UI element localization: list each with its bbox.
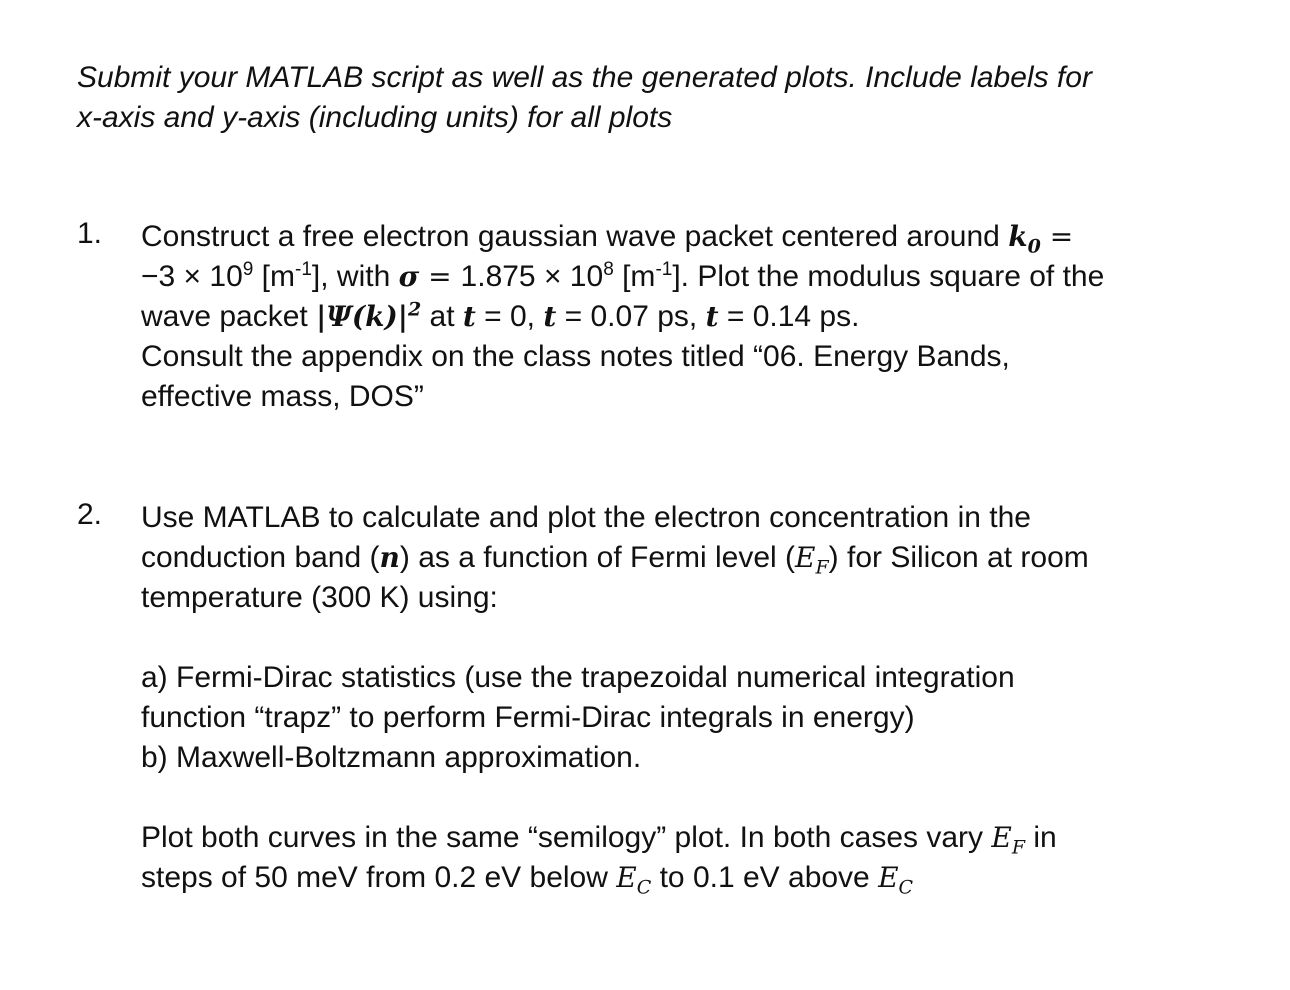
problem-1-line-1: Construct a free electron gaussian wave packet centered around $k_0$ = [141,220,1074,258]
conduction-band-edge-symbol: $E_C$ [878,861,914,899]
problem-2-line-3: temperature (300 K) using: [141,581,498,614]
problem-2-line-1: Use MATLAB to calculate and plot the electron concentration in the [141,501,1031,534]
instructions-line-2: x-axis and y-axis (including units) for all plots [77,101,673,134]
problem-2-line-2: conduction band (n) as a function of Fermi level $(E_F)$ for Silicon at room [141,541,1089,579]
method-a-line-2: function “trapz” to perform Fermi-Dirac integrals in energy) [141,701,915,734]
psi-expression: $|\Psi(k)|^2$ [316,298,422,333]
method-b-line: b) Maxwell-Boltzmann approximation. [141,741,642,774]
problem-1-line-4: Consult the appendix on the class notes titled “06. Energy Bands, [141,340,1010,373]
k0-symbol: $k_0$ [1008,220,1041,258]
n-symbol: n [379,541,400,574]
problem-1-line-5: effective mass, DOS” [141,380,424,413]
problem-2-number: 2. [77,498,103,531]
instructions-paragraph [77,58,1257,138]
problem-1-text [141,217,1261,417]
problem-1-line-3: wave packet $|\Psi(k)|^2$ at t = 0, t = 0.07 ps, t = 0.14 ps. [141,298,860,333]
problem-1-number: 1. [77,217,103,250]
plot-line-1: Plot both curves in the same “semilogy” plot. In both cases vary $E_F$ in [141,821,1057,859]
problem-2-plot-instructions [141,818,1261,898]
problem-1-line-2: $-3 \times 10^9$ $[m^{-1}]$, with $\sigma = 1.875 \times 10^8$ $[m^{-1}]$. Plot the modulus square of the [141,259,1105,293]
fermi-level-symbol: $E_F$ [991,821,1026,859]
problem-2-text [141,498,1261,898]
fermi-level-symbol: $E_F$ [795,541,829,579]
plot-line-2: steps of 50 meV from 0.2 eV below $E_C$ to 0.1 eV above $E_C$ [141,861,914,899]
conduction-band-edge-symbol: $E_C$ [616,861,652,899]
instructions-line-1: Submit your MATLAB script as well as the generated plots. Include labels for [77,61,1092,94]
method-a-line-1: a) Fermi-Dirac statistics (use the trapezoidal numerical integration [141,661,1015,694]
sigma-symbol: σ [398,260,420,293]
problem-2-methods [141,658,1261,778]
